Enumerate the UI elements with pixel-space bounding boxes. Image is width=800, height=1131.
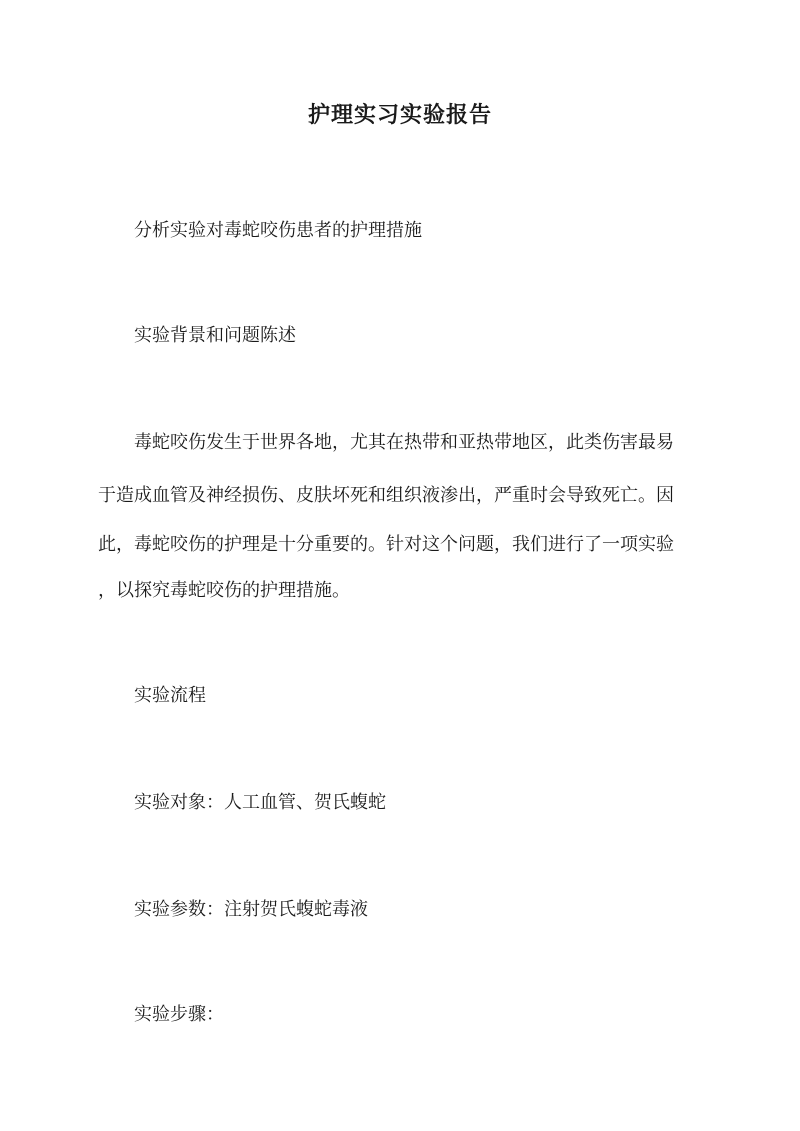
background-line-4: ，以探究毒蛇咬伤的护理措施。 — [98, 580, 350, 601]
section-heading-background: 实验背景和问题陈述 — [134, 325, 296, 346]
background-line-1: 毒蛇咬伤发生于世界各地，尤其在热带和亚热带地区，此类伤害最易 — [134, 432, 674, 453]
section-heading-process: 实验流程 — [134, 685, 206, 706]
background-line-2: 于造成血管及神经损伤、皮肤坏死和组织液渗出，严重时会导致死亡。因 — [98, 485, 674, 506]
experiment-parameters: 实验参数：注射贺氏蝮蛇毒液 — [134, 899, 368, 920]
experiment-steps-heading: 实验步骤： — [134, 1004, 224, 1025]
subtitle-paragraph: 分析实验对毒蛇咬伤患者的护理措施 — [134, 220, 422, 241]
background-line-3: 此，毒蛇咬伤的护理是十分重要的。针对这个问题，我们进行了一项实验 — [98, 534, 674, 555]
document-title: 护理实习实验报告 — [307, 102, 492, 128]
experiment-subject: 实验对象：人工血管、贺氏蝮蛇 — [134, 792, 386, 813]
